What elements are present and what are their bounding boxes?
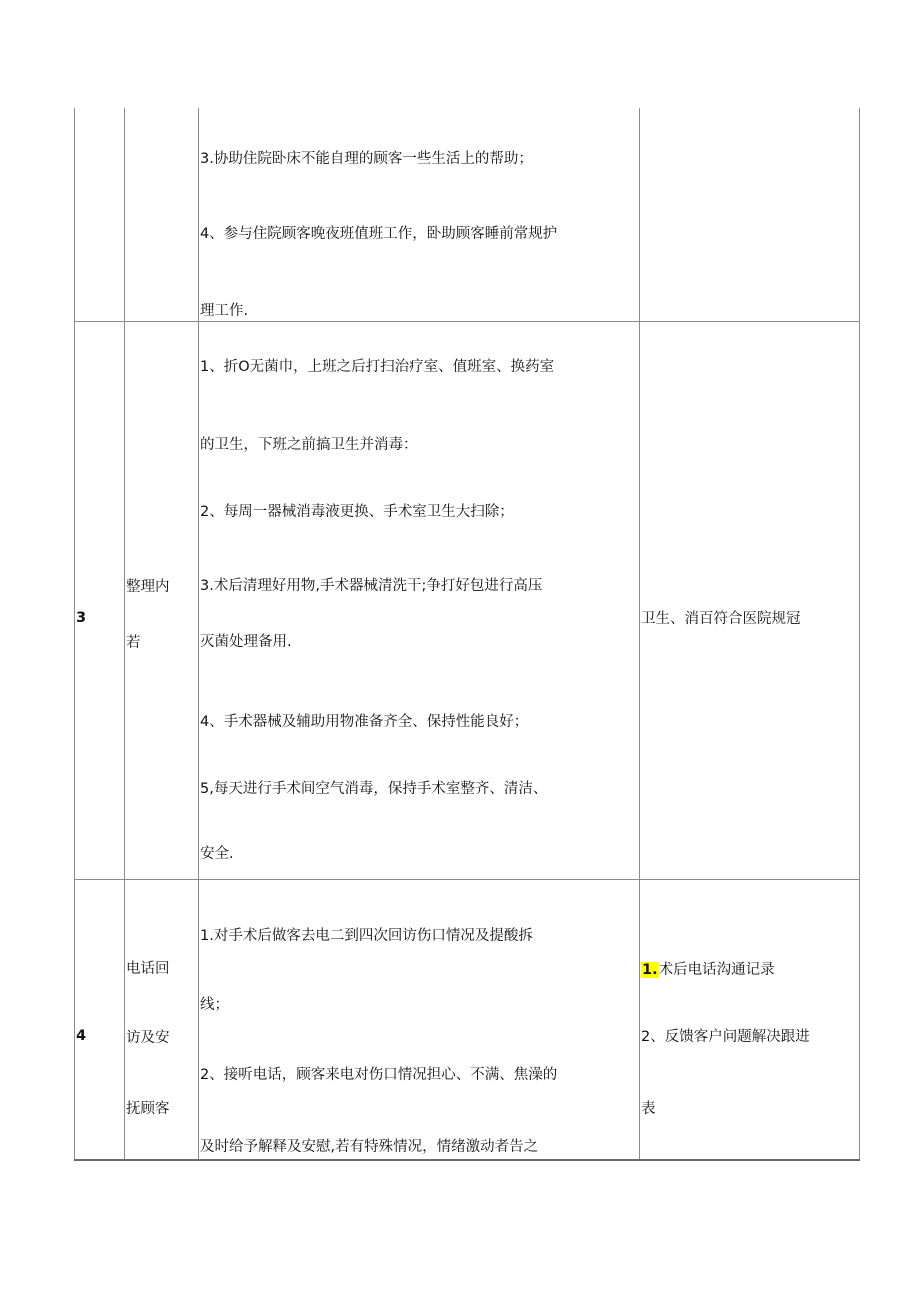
row4-standard-item2-line1: 2、反馈客户问题解决跟进: [641, 1029, 810, 1045]
row4-standard-item2-line2: 表: [641, 1101, 656, 1117]
row2-content-line3: 理工作.: [200, 303, 249, 319]
row2-content-line2: 4、参与住院顾客晚夜班值班工作，卧助顾客睡前常规护: [200, 226, 558, 242]
row4-content-line1: 1.对手术后做客去电二到四次回访伤口情况及提酸拆: [200, 928, 533, 944]
row4-content-line4: 及时给予解释及安慰,若有特殊情况，情绪激动者告之: [200, 1139, 539, 1155]
row4-title-line3: 抚顾客: [126, 1101, 170, 1117]
row3-content-line5: 灭菌处理备用.: [200, 634, 292, 650]
row3-content-line8: 安全.: [200, 846, 234, 862]
table-divider-col3: [639, 108, 640, 1160]
row4-content-line3: 2、接听电话，顾客来电对伤口情况担心、不满、焦澡的: [200, 1067, 558, 1083]
row3-content-line3: 2、每周一器械消毒液更换、手术室卫生大扫除；: [200, 504, 514, 520]
row2-content-line1: 3.协助住院卧床不能自理的顾客一些生活上的帮助；: [200, 151, 533, 167]
table-border-left: [74, 108, 75, 1160]
row3-title-line1: 整理内: [126, 579, 170, 595]
table-border-right: [859, 108, 860, 1160]
row3-content-line6: 4、手术器械及辅助用物准备齐全、保持性能良好；: [200, 714, 529, 730]
row4-standard-item1-number-highlight: 1.: [642, 962, 658, 978]
table-divider-col1: [124, 108, 125, 1160]
table-bottom-border: [74, 1159, 860, 1161]
table-divider-col2: [198, 108, 199, 1160]
row4-content-line2: 线；: [200, 997, 229, 1013]
row3-content-line1: 1、折O无菌巾，上班之后打扫治疗室、值班室、换药室: [200, 359, 555, 375]
row3-title-line2: 若: [126, 635, 141, 651]
row4-number: 4: [76, 1028, 87, 1044]
row3-standard: 卫生、消百符合医院规冠: [641, 611, 801, 627]
row3-content-line4: 3.术后清理好用物,手术器械清洗干;争打好包进行高压: [200, 578, 543, 594]
row3-number: 3: [76, 610, 87, 626]
row3-content-line2: 的卫生，下班之前搞卫生并消毒：: [200, 437, 418, 453]
row-divider-2-3: [74, 321, 860, 322]
row4-title-line2: 访及安: [126, 1030, 170, 1046]
row-divider-3-4: [74, 879, 860, 880]
row4-title-line1: 电话回: [126, 961, 170, 977]
row3-content-line7: 5,每天进行手术间空气消毒，保持手术室整齐、清洁、: [200, 781, 548, 797]
row4-standard-item1: [641, 961, 775, 979]
row4-standard-item1-text: 术后电话沟通记录: [658, 962, 775, 978]
